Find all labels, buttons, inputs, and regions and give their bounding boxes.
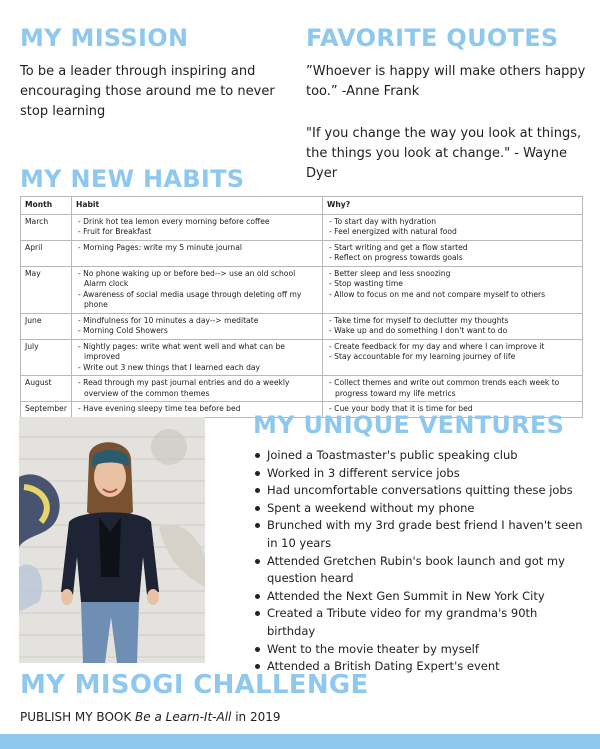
venture-item: Joined a Toastmaster's public speaking club xyxy=(253,447,588,465)
why-cell xyxy=(323,376,583,402)
habit-item: - Have evening sleepy time tea before bed xyxy=(76,404,318,415)
habits-row xyxy=(21,214,583,240)
habit-cell xyxy=(71,214,322,240)
why-cell xyxy=(323,339,583,376)
reason-item: - Create feedback for my day and where I can improve it xyxy=(327,342,578,353)
reason-item: - To start day with hydration xyxy=(327,217,578,228)
habit-item: - Morning Cold Showers xyxy=(76,326,318,337)
habits-heading: MY NEW HABITS xyxy=(20,165,245,193)
reason-item: - Take time for myself to declutter my thoughts xyxy=(327,316,578,327)
misogi-prefix: PUBLISH MY BOOK xyxy=(20,710,136,724)
reason-item: - Allow to focus on me and not compare myself to others xyxy=(327,290,578,301)
ventures-list xyxy=(253,447,588,676)
column-header-why: Why? xyxy=(323,197,583,215)
habit-month: June xyxy=(21,313,72,339)
habits-row xyxy=(21,339,583,376)
habit-month: August xyxy=(21,376,72,402)
habit-month: April xyxy=(21,240,72,266)
reason-item: - Cue your body that it is time for bed xyxy=(327,404,578,415)
reason-item: - Reflect on progress towards goals xyxy=(327,253,578,264)
habit-item: - Write out 3 new things that I learned each day xyxy=(76,363,318,374)
habit-item: - Morning Pages: write my 5 minute journal xyxy=(76,243,318,254)
reason-item: - Start writing and get a flow started xyxy=(327,243,578,254)
venture-item: Worked in 3 different service jobs xyxy=(253,465,588,483)
column-header-habit: Habit xyxy=(71,197,322,215)
venture-item: Went to the movie theater by myself xyxy=(253,641,588,659)
mission-heading: MY MISSION xyxy=(20,24,189,52)
reason-item: - Feel energized with natural food xyxy=(327,227,578,238)
why-cell xyxy=(323,214,583,240)
mission-text: To be a leader through inspiring and encouraging those around me to never stop learning xyxy=(20,64,275,119)
quote-wayne-dyer: "If you change the way you look at things, the things you look at change." - Wayne Dyer xyxy=(306,126,582,181)
venture-item: Attended the Next Gen Summit in New York City xyxy=(253,588,588,606)
reason-item: - Collect themes and write out common trends each week to progress toward my life metrics xyxy=(327,378,578,399)
misogi-heading: MY MISOGI CHALLENGE xyxy=(20,670,369,700)
habits-row xyxy=(21,266,583,313)
misogi-book-title: Be a Learn-It-All xyxy=(135,710,232,724)
venture-item: Had uncomfortable conversations quitting these jobs xyxy=(253,482,588,500)
venture-item: Spent a weekend without my phone xyxy=(253,500,588,518)
why-cell xyxy=(323,240,583,266)
habit-item: - Drink hot tea lemon every morning before coffee xyxy=(76,217,318,228)
habits-row xyxy=(21,313,583,339)
reason-item: - Better sleep and less snoozing xyxy=(327,269,578,280)
habit-item: - No phone waking up or before bed--> use an old school Alarm clock xyxy=(76,269,318,290)
habit-cell xyxy=(71,313,322,339)
reason-item: - Wake up and do something I don't want to do xyxy=(327,326,578,337)
habit-cell xyxy=(71,339,322,376)
habits-row xyxy=(21,376,583,402)
quotes-heading: FAVORITE QUOTES xyxy=(306,24,559,52)
ventures-heading: MY UNIQUE VENTURES xyxy=(253,411,565,439)
habit-month: March xyxy=(21,214,72,240)
column-header-month: Month xyxy=(21,197,72,215)
habit-cell xyxy=(71,266,322,313)
quote-anne-frank: ”Whoever is happy will make others happy too.” -Anne Frank xyxy=(306,64,586,99)
habit-item: - Read through my past journal entries and do a weekly overview of the common themes xyxy=(76,378,318,399)
venture-item: Attended Gretchen Rubin's book launch and got my question heard xyxy=(253,553,588,588)
misogi-challenge-text xyxy=(20,710,280,724)
reason-item: - Stop wasting time xyxy=(327,279,578,290)
habit-item: - Mindfulness for 10 minutes a day--> meditate xyxy=(76,316,318,327)
habit-cell xyxy=(71,376,322,402)
why-cell xyxy=(323,266,583,313)
venture-item: Brunched with my 3rd grade best friend I haven't seen in 10 years xyxy=(253,517,588,552)
habits-table-body xyxy=(21,214,583,417)
habit-month: July xyxy=(21,339,72,376)
habits-table xyxy=(20,196,583,418)
venture-item: Created a Tribute video for my grandma's 90th birthday xyxy=(253,605,588,640)
habit-item: - Nightly pages: write what went well and what can be improved xyxy=(76,342,318,363)
habit-item: - Awareness of social media usage through deleting off my phone xyxy=(76,290,318,311)
venture-item: Attended a British Dating Expert's event xyxy=(253,658,588,676)
habit-cell xyxy=(71,240,322,266)
portrait-photo xyxy=(19,417,205,663)
reason-item: - Stay accountable for my learning journey of life xyxy=(327,352,578,363)
portrait-photo-image xyxy=(19,417,205,663)
habit-month: September xyxy=(21,402,72,418)
why-cell xyxy=(323,313,583,339)
habits-row xyxy=(21,240,583,266)
habit-item: - Fruit for Breakfast xyxy=(76,227,318,238)
habits-header-row xyxy=(21,197,583,215)
habit-month: May xyxy=(21,266,72,313)
misogi-suffix: in 2019 xyxy=(231,710,281,724)
bottom-accent-bar xyxy=(0,734,600,749)
